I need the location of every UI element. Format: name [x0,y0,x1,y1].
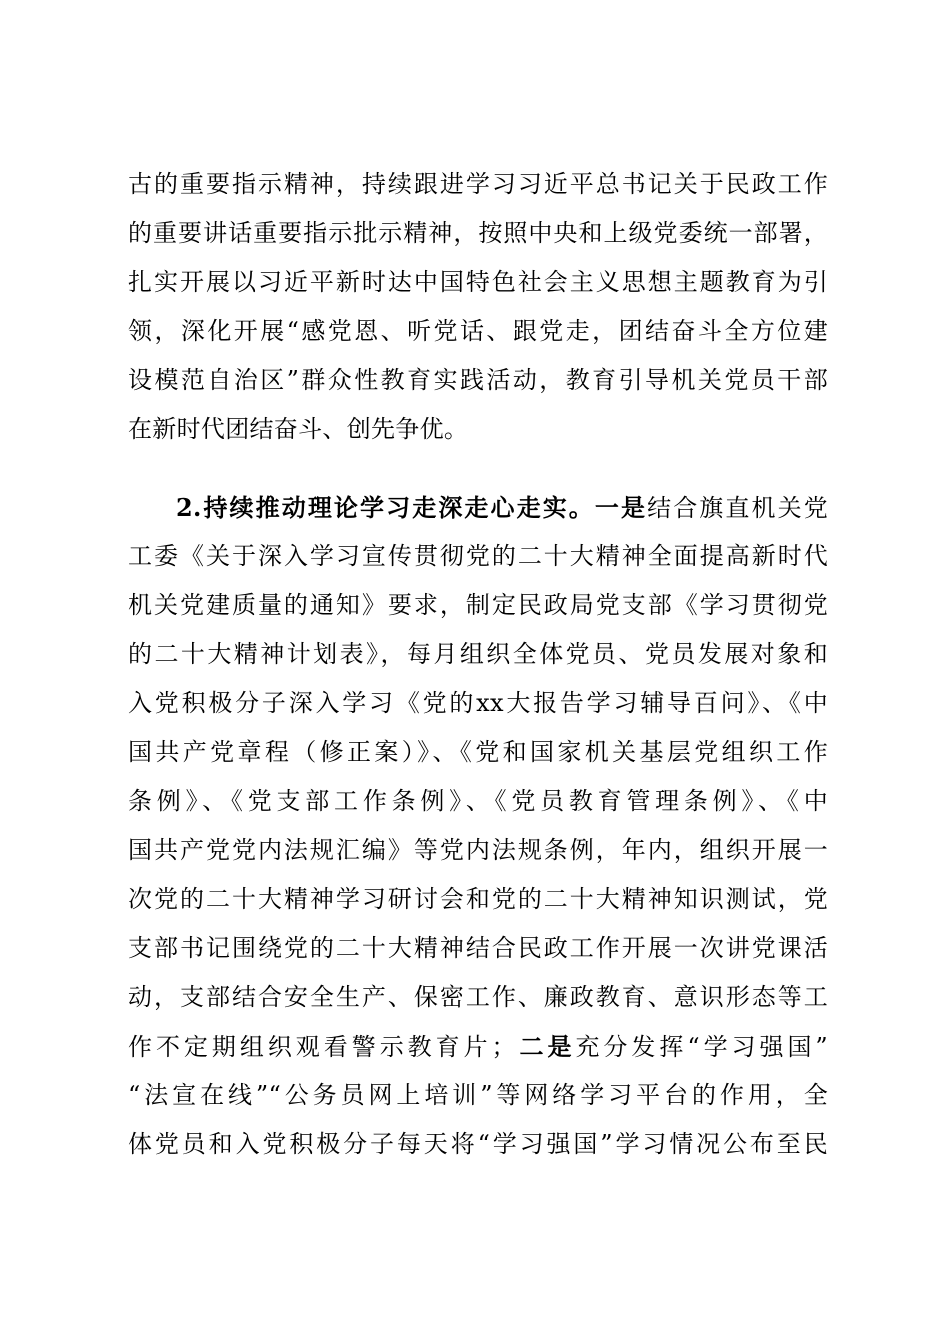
text-line: 支部书记围绕党的二十大精神结合民政工作开展一次讲党课活 [128,934,828,962]
text-line: 国共产党党内法规汇编》等党内法规条例，年内，组织开展一 [128,836,828,864]
text-line: 设模范自治区”群众性教育实践活动，教育引导机关党员干部 [128,366,828,394]
text-line: 领，深化开展“感党恩、听党话、跟党走，团结奋斗全方位建 [128,317,828,345]
second-marker: 二是 [515,1032,576,1061]
text-line: 工委《关于深入学习宣传贯彻党的二十大精神全面提高新时代 [128,542,828,570]
text-line: 的重要讲话重要指示批示精神，按照中央和上级党委统一部署， [128,219,828,247]
text-fragment: 充分发挥“学习强国” [575,1033,828,1061]
paragraph-2 [128,483,828,1169]
text-line-with-marker [128,1022,828,1071]
text-fragment: 作不定期组织观看警示教育片； [128,1033,516,1061]
text-line: “法宣在线”“公务员网上培训”等网络学习平台的作用，全 [128,1081,828,1109]
text-fragment: 结合旗直机关党 [647,494,828,522]
paragraph-1 [128,160,828,454]
paragraph-2-first-line [128,483,828,532]
text-line: 国共产党章程（修正案）》、《党和国家机关基层党组织工作 [128,738,828,766]
text-line: 在新时代团结奋斗、创先争优。 [128,415,469,443]
text-line: 体党员和入党积极分子每天将“学习强国”学习情况公布至民 [128,1130,828,1158]
text-line: 入党积极分子深入学习《党的xx大报告学习辅导百问》、《中 [128,689,828,717]
first-marker: 一是 [594,493,648,522]
text-line: 扎实开展以习近平新时达中国特色社会主义思想主题教育为引 [128,268,828,296]
section-heading: 2.持续推动理论学习走深走心走实。 [176,493,595,522]
text-line: 古的重要指示精神，持续跟进学习习近平总书记关于民政工作 [128,170,828,198]
text-line: 条例》、《党支部工作条例》、《党员教育管理条例》、《中 [128,787,828,815]
text-line: 动，支部结合安全生产、保密工作、廉政教育、意识形态等工 [128,983,828,1011]
text-line: 次党的二十大精神学习研讨会和党的二十大精神知识测试，党 [128,885,828,913]
text-line: 的二十大精神计划表》，每月组织全体党员、党员发展对象和 [128,640,828,668]
text-line: 机关党建质量的通知》要求，制定民政局党支部《学习贯彻党 [128,591,828,619]
